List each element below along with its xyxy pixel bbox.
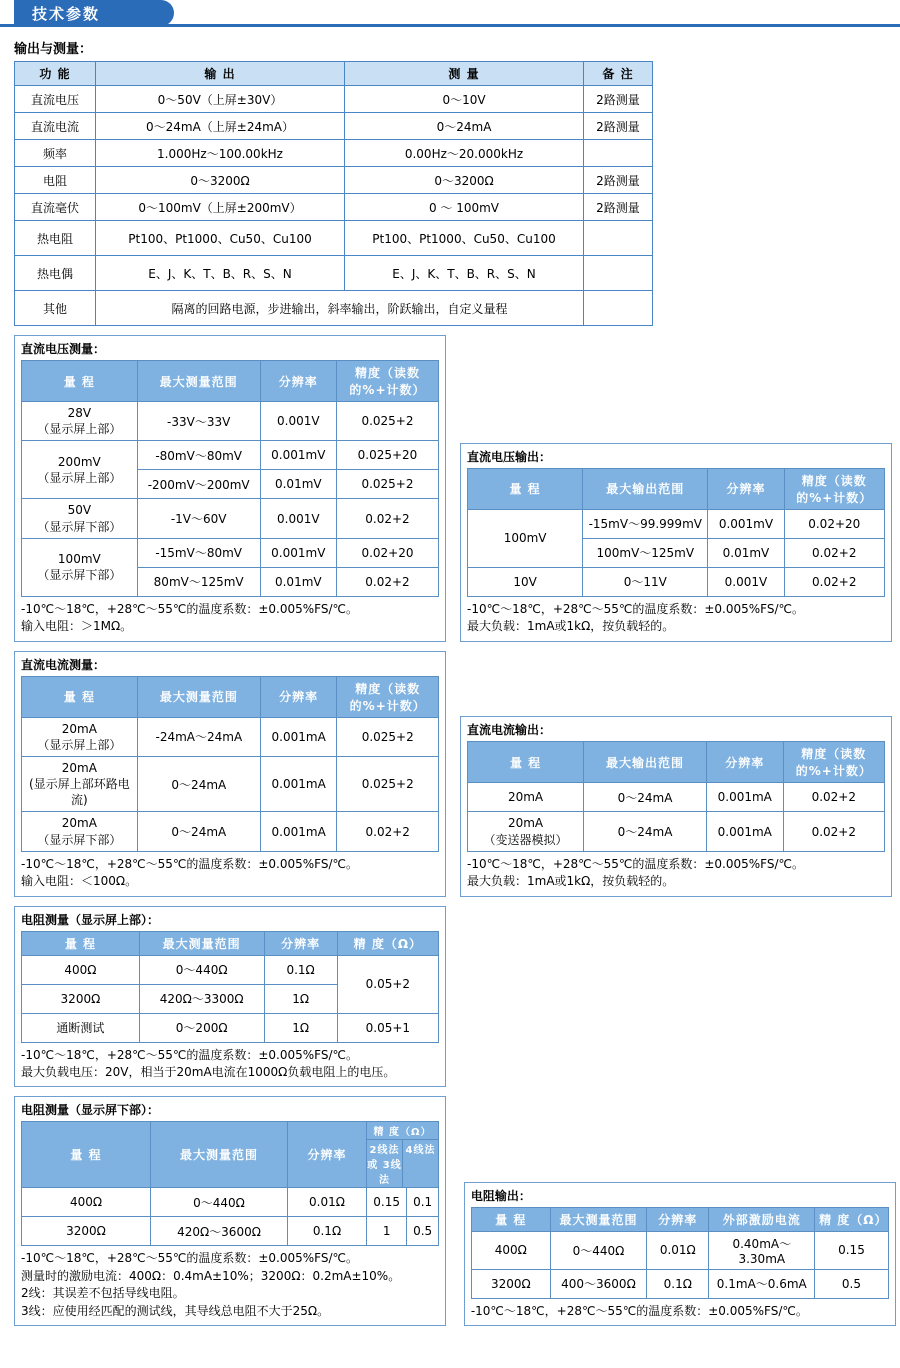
cell-value: 0.01mV <box>708 538 784 567</box>
column-header: 分辨率 <box>647 1207 709 1231</box>
cell-value: 0.001mV <box>708 509 784 538</box>
note-line: 2线：其误差不包括导线电阻。 <box>21 1286 185 1301</box>
cell-value: 0.01mV <box>260 567 336 596</box>
resistance-output-table <box>471 1207 889 1299</box>
section-notes <box>15 1043 445 1087</box>
section-title: 直流电流输出： <box>467 723 552 738</box>
cell-note <box>584 256 653 291</box>
cell-value: 0.001mA <box>260 812 337 851</box>
cell-accuracy: 0.15 <box>815 1231 889 1269</box>
column-header: 分辨率 <box>264 931 337 955</box>
table-row <box>15 291 653 326</box>
table-row <box>471 1269 888 1298</box>
table-row <box>15 194 653 221</box>
column-header: 最大输出范围 <box>584 742 707 783</box>
column-header: 精度（读数的%+计数） <box>336 361 438 402</box>
section-notes <box>465 1299 895 1325</box>
cell-current: 0.40mA～3.30mA <box>709 1231 815 1269</box>
table-header-row <box>22 676 439 717</box>
table-header-row <box>15 62 653 86</box>
table-header-row <box>468 742 885 783</box>
cell-function: 直流毫伏 <box>15 194 96 221</box>
cell-value: 0.01mV <box>260 470 336 499</box>
table-row <box>22 1013 439 1042</box>
column-header: 分辨率 <box>288 1122 367 1188</box>
output-measure-table <box>14 61 653 326</box>
cell-measure: 0～24mA <box>345 113 584 140</box>
table-row <box>22 441 439 470</box>
table-header-row <box>22 361 439 402</box>
section-notes <box>15 1246 445 1325</box>
cell-value: 0.001mA <box>260 717 337 756</box>
spec-table <box>21 931 439 1043</box>
note-line: -10℃～18℃，+28℃～55℃的温度系数：±0.005%FS/℃。 <box>467 601 805 616</box>
column-header: 精度（读数的%+计数） <box>337 676 439 717</box>
cell-value: 0.001mA <box>706 783 783 812</box>
column-header: 量 程 <box>22 931 140 955</box>
table-row <box>468 567 885 596</box>
column-header: 量 程 <box>22 361 138 402</box>
cell-value: 0.001V <box>708 567 784 596</box>
column-header: 备 注 <box>584 62 653 86</box>
cell-value: 0.02+2 <box>336 499 438 538</box>
cell-measure: 0 ～ 100mV <box>345 194 584 221</box>
note-line: -10℃～18℃，+28℃～55℃的温度系数：±0.005%FS/℃。 <box>21 601 359 616</box>
cell-value: 100mV～125mV <box>583 538 708 567</box>
section-1 <box>460 443 892 642</box>
table-row <box>22 955 439 984</box>
cell-output: Pt100、Pt1000、Cu50、Cu100 <box>96 221 345 256</box>
column-header-accuracy: 精 度（Ω） 2线法 或 3线法 4线法 <box>367 1122 439 1188</box>
cell-accuracy-b: 0.1 <box>407 1188 439 1217</box>
column-header: 量 程 <box>22 676 138 717</box>
column-header: 量 程 <box>468 742 584 783</box>
table-header-row <box>468 468 885 509</box>
cell-range: 28V （显示屏上部） <box>22 402 138 441</box>
section-title-main: 输出与测量： <box>14 42 93 57</box>
section-resistance-measure-lower <box>14 1096 446 1326</box>
cell-note: 2路测量 <box>584 86 653 113</box>
cell-value: 0～11V <box>583 567 708 596</box>
section-title: 直流电流测量： <box>21 657 106 672</box>
table-row <box>471 1231 888 1269</box>
cell-note <box>584 221 653 256</box>
cell-value: -33V～33V <box>137 402 260 441</box>
cell-value: -80mV～80mV <box>137 441 260 470</box>
section-notes <box>15 597 445 641</box>
cell-resolution: 0.01Ω <box>647 1231 709 1269</box>
cell-accuracy-a: 0.15 <box>367 1188 407 1217</box>
cell-value: 0.001mA <box>706 812 783 851</box>
cell-range: 200mV （显示屏上部） <box>22 441 138 499</box>
table-header-row <box>22 1122 439 1188</box>
cell-output: 0～3200Ω <box>96 167 345 194</box>
cell-output: 0～100mV（上屏±200mV） <box>96 194 345 221</box>
section-title: 电阻测量（显示屏下部）： <box>21 1103 160 1118</box>
note-line: 测量时的激励电流：400Ω：0.4mA±10%；3200Ω：0.2mA±10%。 <box>21 1268 401 1283</box>
cell-value: 0.001mA <box>260 756 337 812</box>
section-title: 直流电压测量： <box>21 342 106 356</box>
cell-range: 通断测试 <box>22 1013 140 1042</box>
note-line: 最大负载：1mA或1kΩ，按负载轻的。 <box>467 619 675 634</box>
cell-range: 100mV <box>468 509 583 567</box>
cell-value: -200mV～200mV <box>137 470 260 499</box>
cell-measure: 0～3200Ω <box>345 167 584 194</box>
cell-range: 400Ω <box>22 1188 151 1217</box>
cell-resolution: 0.01Ω <box>288 1188 367 1217</box>
column-header: 分辨率 <box>708 468 784 509</box>
section-0 <box>14 335 446 642</box>
page-banner <box>0 0 900 30</box>
cell-accuracy-a: 1 <box>367 1217 407 1246</box>
cell-range: 3200Ω <box>22 984 140 1013</box>
note-line: 输入电阻：＜100Ω。 <box>21 874 138 889</box>
cell-output: 1.000Hz～100.00kHz <box>96 140 345 167</box>
cell-value: 0.02+2 <box>784 567 884 596</box>
cell-function: 其他 <box>15 291 96 326</box>
spec-table <box>21 360 439 597</box>
cell-value: 0.025+2 <box>337 717 439 756</box>
column-header: 最大输出范围 <box>583 468 708 509</box>
cell-function: 热电阻 <box>15 221 96 256</box>
cell-max: 0～440Ω <box>151 1188 288 1217</box>
column-header: 分辨率 <box>260 676 337 717</box>
section-notes <box>461 852 891 896</box>
cell-range: 20mA （变送器模拟） <box>468 812 584 851</box>
cell-value: 0.001mV <box>260 538 336 567</box>
cell-value: 0.02+2 <box>784 538 884 567</box>
cell-range: 20mA （显示屏下部） <box>22 812 138 851</box>
table-row <box>468 509 885 538</box>
note-line: 最大负载：1mA或1kΩ，按负载轻的。 <box>467 874 675 889</box>
table-row <box>22 717 439 756</box>
note-line: -10℃～18℃，+28℃～55℃的温度系数：±0.005%FS/℃。 <box>467 856 805 871</box>
section-notes <box>15 852 445 896</box>
cell-range: 20mA (显示屏上部环路电流) <box>22 756 138 812</box>
cell-value: 0.02+20 <box>336 538 438 567</box>
cell-note <box>584 140 653 167</box>
cell-resolution: 0.1Ω <box>647 1269 709 1298</box>
table-row <box>22 812 439 851</box>
cell-value: 0.1Ω <box>264 955 337 984</box>
cell-function: 频率 <box>15 140 96 167</box>
cell-value: 0.001mV <box>260 441 336 470</box>
cell-value: 0～24mA <box>584 783 707 812</box>
cell-output: 隔离的回路电源，步进输出，斜率输出，阶跃输出，自定义量程 <box>96 291 584 326</box>
cell-resolution: 0.1Ω <box>288 1217 367 1246</box>
cell-value: 0.02+2 <box>783 812 884 851</box>
section-3 <box>460 716 892 896</box>
table-header-row <box>471 1207 888 1231</box>
column-header: 最大测量范围 <box>137 361 260 402</box>
cell-accuracy-b: 0.5 <box>407 1217 439 1246</box>
table-row <box>22 538 439 567</box>
cell-range: 400Ω <box>22 955 140 984</box>
section-resistance-output <box>464 1182 896 1326</box>
main-table-wrap <box>14 61 900 326</box>
column-header: 精 度（Ω） <box>337 931 438 955</box>
column-header: 量 程 <box>471 1207 550 1231</box>
cell-value: 0～440Ω <box>139 955 264 984</box>
cell-measure: E、J、K、T、B、R、S、N <box>345 256 584 291</box>
page-title: 技术参数 <box>14 0 174 26</box>
cell-value: 0.02+20 <box>784 509 884 538</box>
cell-note: 2路测量 <box>584 113 653 140</box>
table-row <box>15 140 653 167</box>
cell-max: 400～3600Ω <box>550 1269 646 1298</box>
section-4 <box>14 906 446 1088</box>
cell-range: 20mA <box>468 783 584 812</box>
section-2 <box>14 651 446 897</box>
cell-note <box>584 291 653 326</box>
section-title: 电阻测量（显示屏上部）： <box>21 912 160 927</box>
cell-value: 0～200Ω <box>139 1013 264 1042</box>
cell-current: 0.1mA～0.6mA <box>709 1269 815 1298</box>
section-notes <box>461 597 891 641</box>
table-row <box>22 402 439 441</box>
spec-sections <box>0 326 900 1087</box>
table-header-row <box>22 931 439 955</box>
note-line: -10℃～18℃，+28℃～55℃的温度系数：±0.005%FS/℃。 <box>21 1251 359 1266</box>
cell-function: 热电偶 <box>15 256 96 291</box>
cell-range: 3200Ω <box>471 1269 550 1298</box>
cell-output: E、J、K、T、B、R、S、N <box>96 256 345 291</box>
cell-value: -1V～60V <box>137 499 260 538</box>
cell-max: 0～440Ω <box>550 1231 646 1269</box>
table-row <box>468 783 885 812</box>
table-row <box>22 1188 439 1217</box>
table-row <box>15 113 653 140</box>
table-row <box>15 86 653 113</box>
cell-value: 0.001V <box>260 402 336 441</box>
cell-output: 0～24mA（上屏±24mA） <box>96 113 345 140</box>
cell-note: 2路测量 <box>584 167 653 194</box>
note-line: 输入电阻：＞1MΩ。 <box>21 619 133 634</box>
cell-range: 10V <box>468 567 583 596</box>
column-header: 最大测量范围 <box>139 931 264 955</box>
cell-function: 直流电流 <box>15 113 96 140</box>
cell-measure: 0～10V <box>345 86 584 113</box>
spec-table <box>21 676 439 852</box>
column-header: 功 能 <box>15 62 96 86</box>
note-line: 最大负载电压：20V，相当于20mA电流在1000Ω负载电阻上的电压。 <box>21 1065 396 1080</box>
cell-output: 0～50V（上屏±30V） <box>96 86 345 113</box>
table-row <box>468 812 885 851</box>
column-header: 精度（读数的%+计数） <box>784 468 884 509</box>
column-header: 分辨率 <box>706 742 783 783</box>
cell-value: 80mV～125mV <box>137 567 260 596</box>
column-header: 测 量 <box>345 62 584 86</box>
table-row <box>15 256 653 291</box>
cell-value: 0～24mA <box>137 756 260 812</box>
cell-value: 0.02+2 <box>336 567 438 596</box>
cell-measure: Pt100、Pt1000、Cu50、Cu100 <box>345 221 584 256</box>
column-header: 精 度（Ω） <box>815 1207 889 1231</box>
column-header: 外部激励电流 <box>709 1207 815 1231</box>
cell-measure: 0.00Hz～20.000kHz <box>345 140 584 167</box>
cell-range: 3200Ω <box>22 1217 151 1246</box>
resistance-lower-table <box>21 1121 439 1246</box>
spec-table <box>467 741 885 851</box>
cell-value: 0.02+2 <box>337 812 439 851</box>
cell-accuracy: 0.5 <box>815 1269 889 1298</box>
cell-range: 50V （显示屏下部） <box>22 499 138 538</box>
cell-value: -15mV～80mV <box>137 538 260 567</box>
cell-value: -15mV～99.999mV <box>583 509 708 538</box>
cell-max: 420Ω～3600Ω <box>151 1217 288 1246</box>
cell-value: 0.02+2 <box>783 783 884 812</box>
table-row <box>15 167 653 194</box>
cell-value: 0.025+2 <box>336 402 438 441</box>
cell-accuracy: 0.05+1 <box>337 1013 438 1042</box>
column-header: 精度（读数的%+计数） <box>783 742 884 783</box>
cell-value: 420Ω～3300Ω <box>139 984 264 1013</box>
column-header: 量 程 <box>22 1122 151 1188</box>
cell-value: 0.025+20 <box>336 441 438 470</box>
cell-value: 0.025+2 <box>336 470 438 499</box>
column-header: 分辨率 <box>260 361 336 402</box>
cell-note: 2路测量 <box>584 194 653 221</box>
table-row <box>15 221 653 256</box>
cell-range: 400Ω <box>471 1231 550 1269</box>
note-line: -10℃～18℃，+28℃～55℃的温度系数：±0.005%FS/℃。 <box>470 1303 808 1318</box>
note-line: -10℃～18℃，+28℃～55℃的温度系数：±0.005%FS/℃。 <box>21 1047 359 1062</box>
cell-accuracy: 0.05+2 <box>337 955 438 1013</box>
cell-value: 1Ω <box>264 984 337 1013</box>
table-row <box>22 499 439 538</box>
note-line: 3线：应使用经匹配的测试线，其导线总电阻不大于25Ω。 <box>21 1303 330 1318</box>
spec-table <box>467 468 885 597</box>
cell-value: 0～24mA <box>584 812 707 851</box>
note-line: -10℃～18℃，+28℃～55℃的温度系数：±0.005%FS/℃。 <box>21 856 359 871</box>
cell-range: 20mA （显示屏上部） <box>22 717 138 756</box>
cell-value: 0～24mA <box>137 812 260 851</box>
column-header: 量 程 <box>468 468 583 509</box>
cell-function: 电阻 <box>15 167 96 194</box>
cell-function: 直流电压 <box>15 86 96 113</box>
column-header: 最大测量范围 <box>151 1122 288 1188</box>
column-header: 最大测量范围 <box>550 1207 646 1231</box>
cell-range: 100mV （显示屏下部） <box>22 538 138 596</box>
cell-value: 0.001V <box>260 499 336 538</box>
section-title: 直流电压输出： <box>467 449 552 464</box>
cell-value: 1Ω <box>264 1013 337 1042</box>
column-header: 输 出 <box>96 62 345 86</box>
table-row <box>22 756 439 812</box>
section-title: 电阻输出： <box>470 1188 531 1203</box>
table-row <box>22 1217 439 1246</box>
cell-value: -24mA～24mA <box>137 717 260 756</box>
column-header: 最大测量范围 <box>137 676 260 717</box>
cell-value: 0.025+2 <box>337 756 439 812</box>
